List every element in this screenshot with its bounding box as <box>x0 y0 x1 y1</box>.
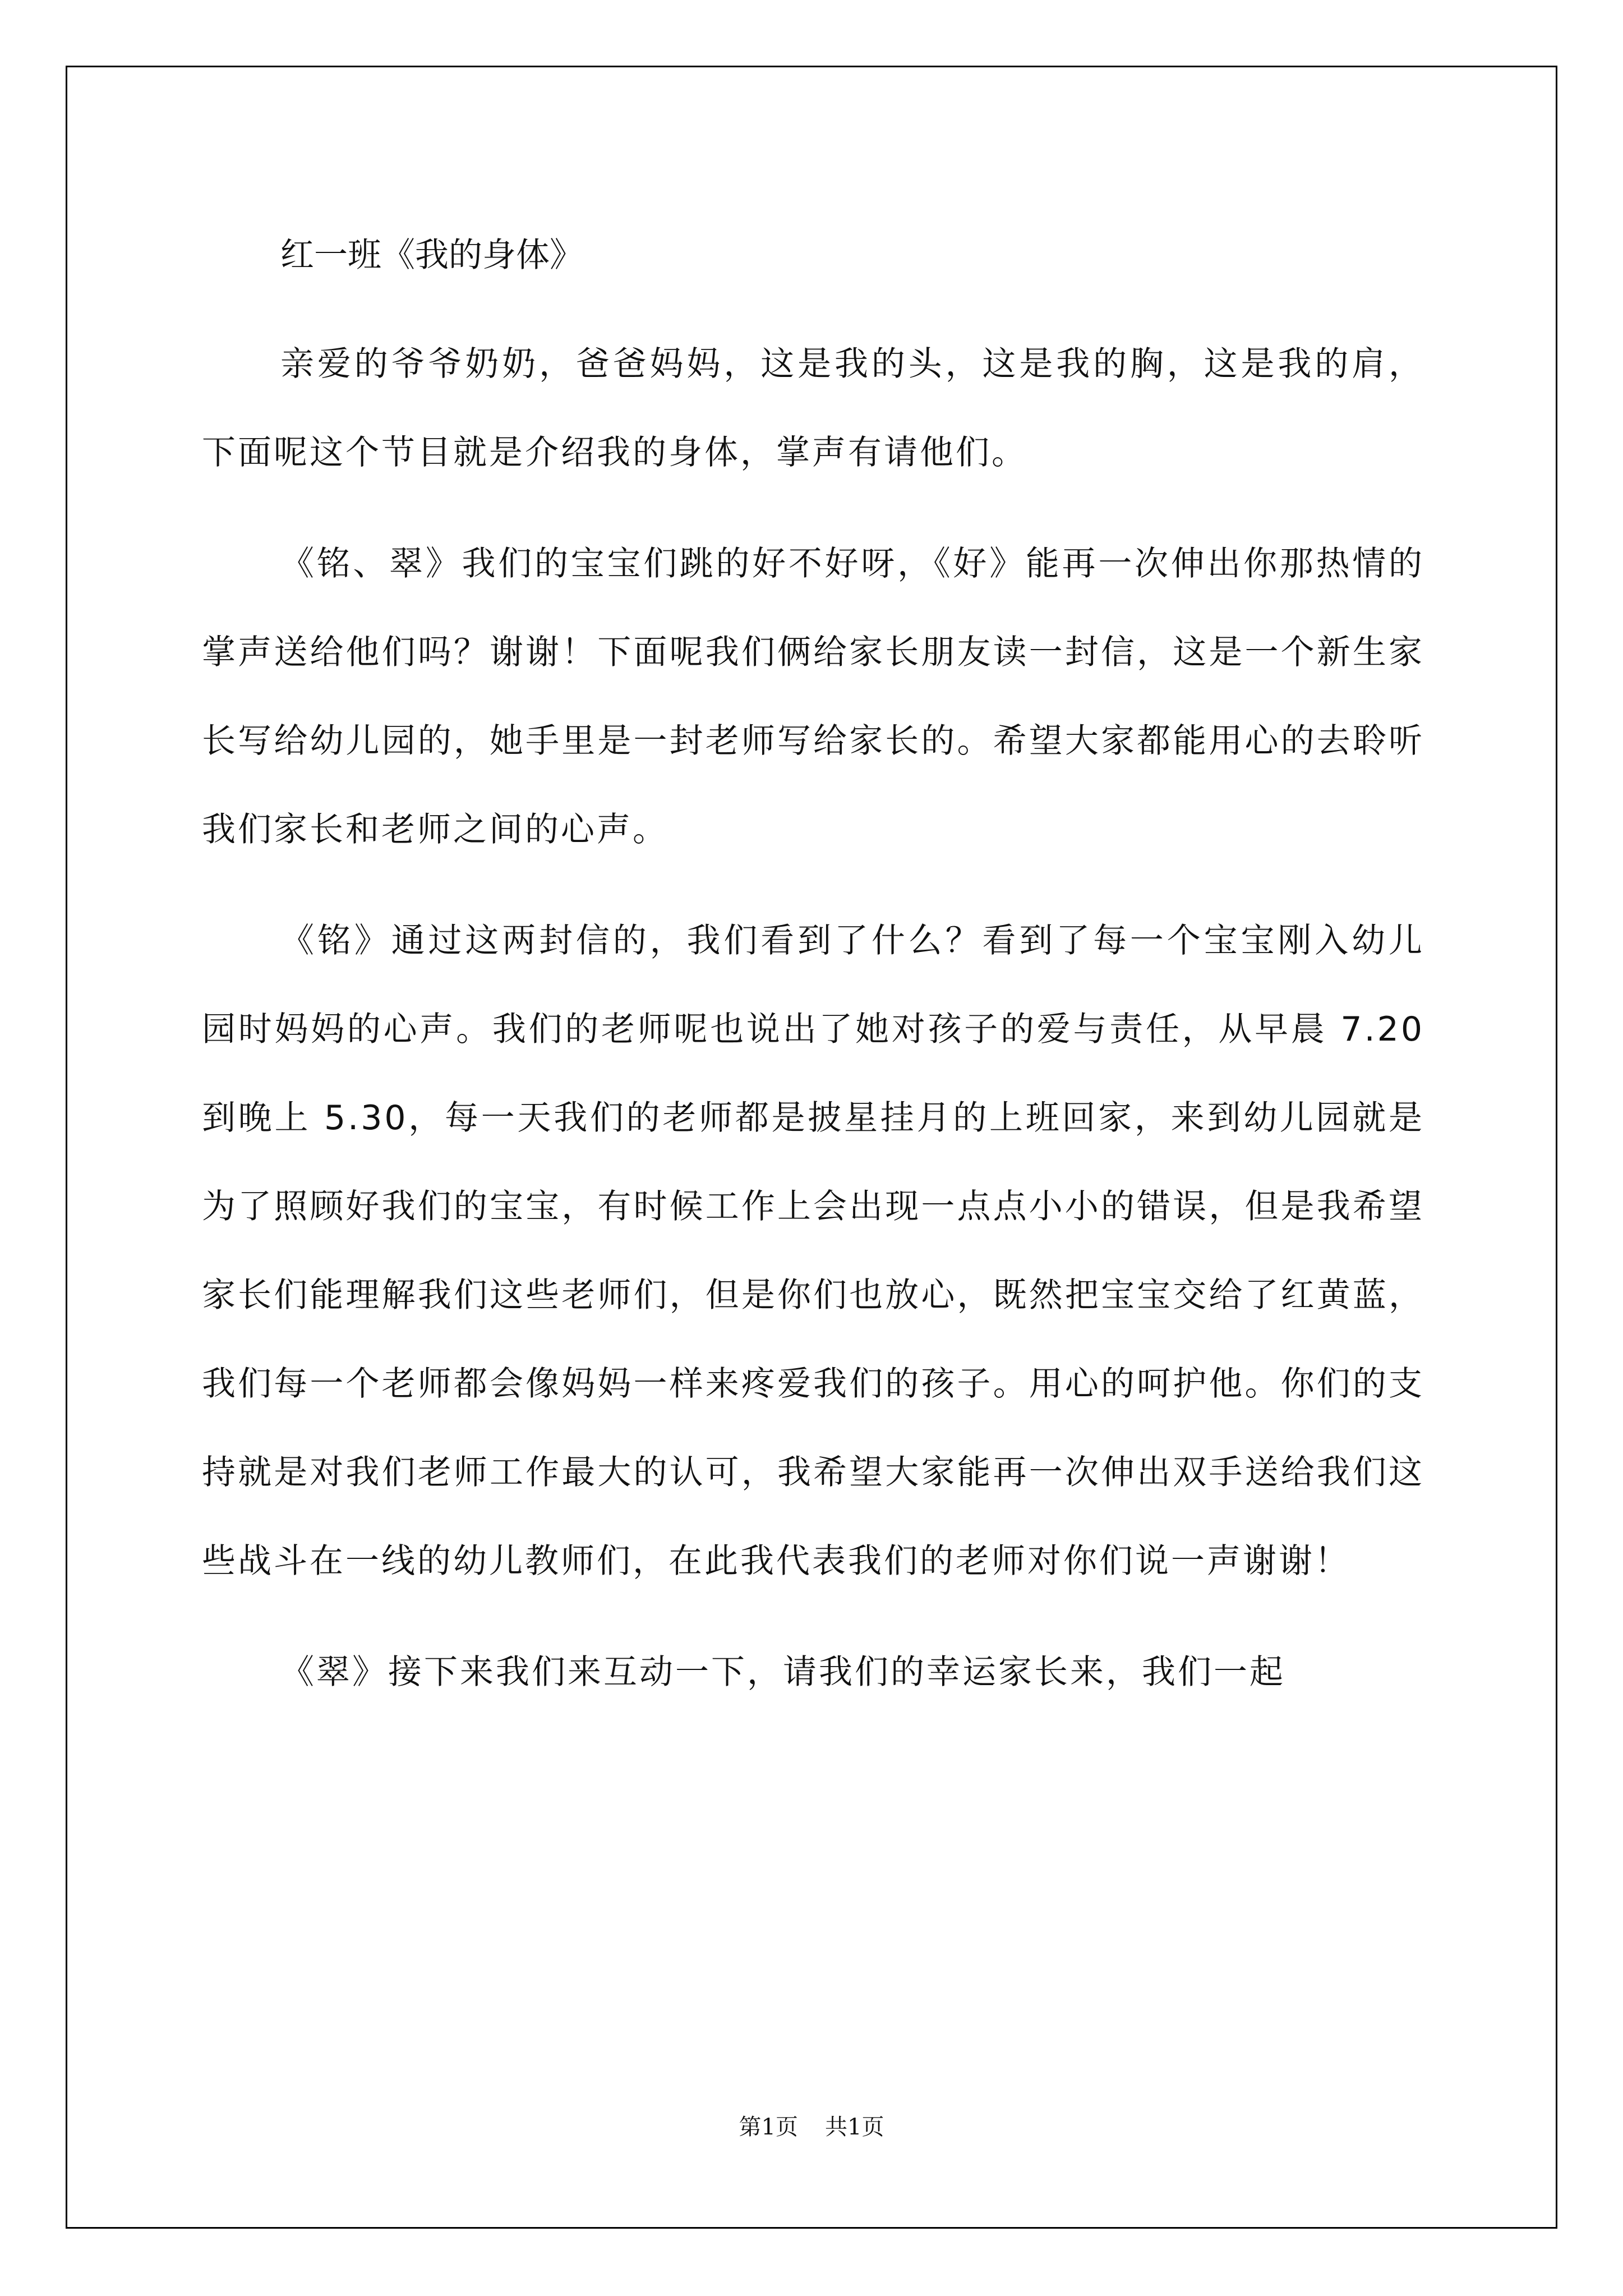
page-number: 第1页 <box>739 2114 798 2140</box>
page-footer <box>0 2109 1623 2141</box>
page-total: 共1页 <box>825 2114 884 2140</box>
paragraph-2: 《铭、翠》我们的宝宝们跳的好不好呀，《好》能再一次伸出你那热情的掌声送给他们吗？谢谢！下面呢我们俩给家长朋友读一封信，这是一个新生家长写给幼儿园的，她手里是一封老师写给家长的。希望大家都能用心的去聆听我们家长和老师之间的心声。 <box>202 544 1424 849</box>
paragraph-1: 亲爱的爷爷奶奶，爸爸妈妈，这是我的头，这是我的胸，这是我的肩，下面呢这个节目就是介绍我的身体，掌声有请他们。 <box>202 344 1424 472</box>
paragraph-4: 《翠》接下来我们来互动一下，请我们的幸运家长来，我们一起 <box>280 1653 1285 1692</box>
paragraph-3: 《铭》通过这两封信的，我们看到了什么？看到了每一个宝宝刚入幼儿园时妈妈的心声。我们的老师呢也说出了她对孩子的爱与责任，从早晨 7.20 到晚上 5.30，每一天我们的老师都是披星挂月的上班回家，来到幼儿园就是为了照顾好我们的宝宝，有时候工作上会出现一点点小小的错误，但是我希望家长们能理解我们这些老师们，但是你们也放心，既然把宝宝交给了红黄蓝，我们每一个老师都会像妈妈一样来疼爱我们的孩子。用心的呵护他。你们的支持就是对我们老师工作最大的认可，我希望大家能再一次伸出双手送给我们这些战斗在一线的幼儿教师们，在此我代表我们的老师对你们说一声谢谢！ <box>202 921 1424 1581</box>
document-body <box>202 213 1424 1739</box>
document-title: 红一班《我的身体》 <box>280 236 583 275</box>
